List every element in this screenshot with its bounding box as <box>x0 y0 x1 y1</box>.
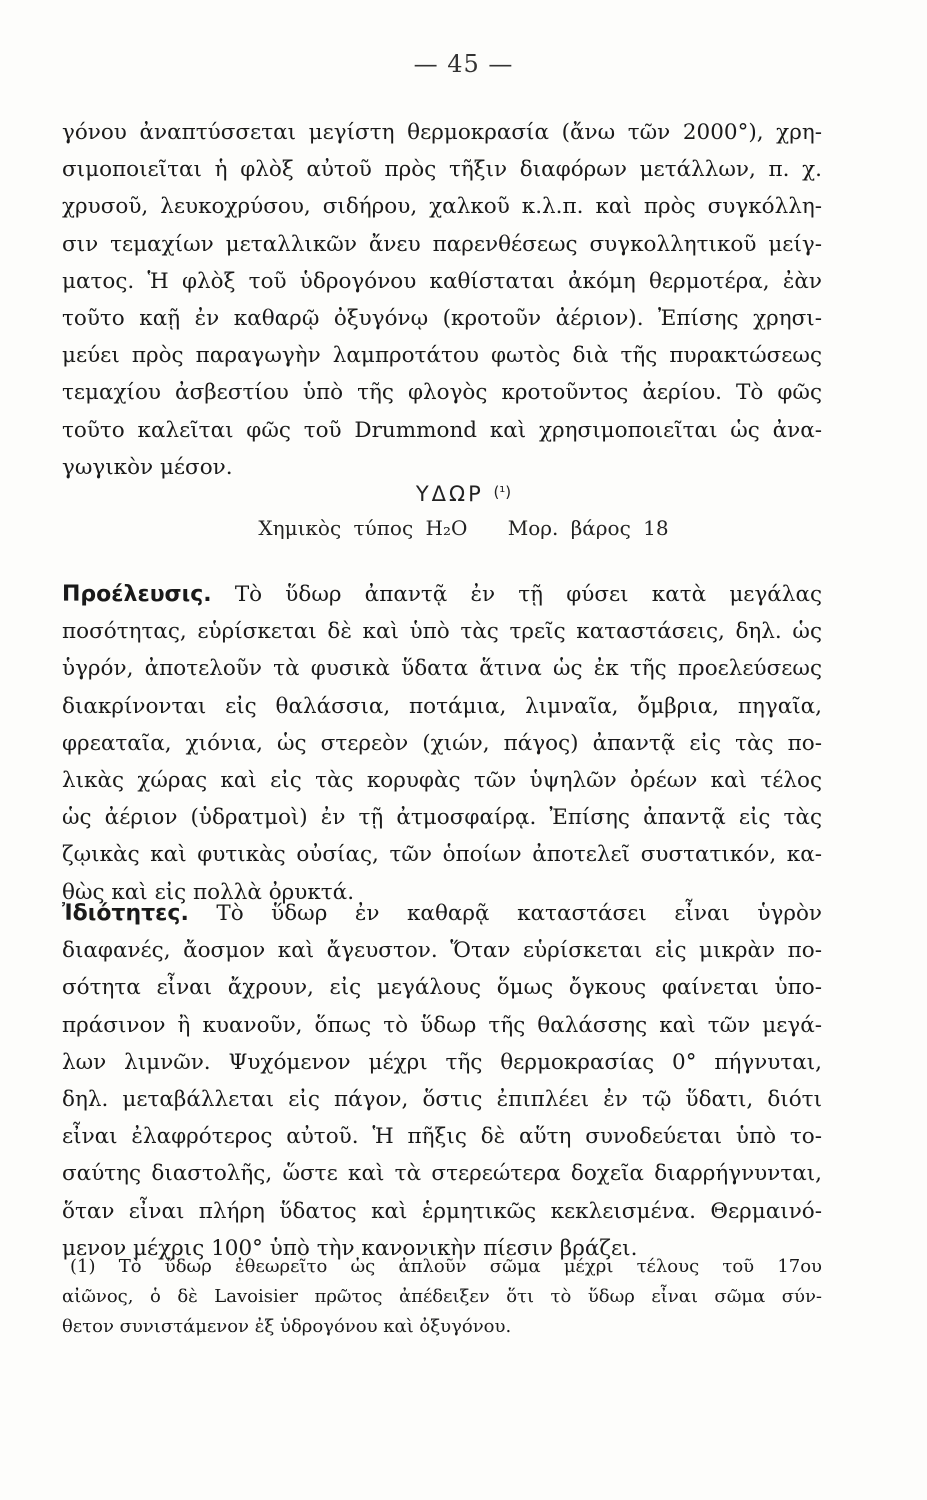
section-title <box>0 482 927 506</box>
text-line: σιμοποιεῖται ἡ φλὸξ αὐτοῦ πρὸς τῆξιν διαφόρων μετάλλων, π. χ. <box>62 157 822 183</box>
text-line: σότητα εἶναι ἄχρουν, εἰς μεγάλους ὅμως ὄγκους φαίνεται ὑπο- <box>62 975 822 1001</box>
paragraph-properties <box>62 895 822 1267</box>
text-line: μεύει πρὸς παραγωγὴν λαμπροτάτου φωτὸς διὰ τῆς πυρακτώσεως <box>62 343 822 369</box>
formula-label: Χημικὸς τύπος <box>258 516 414 540</box>
text-line: ὑγρόν, ἀποτελοῦν τὰ φυσικὰ ὕδατα ἅτινα ὡς ἐκ τῆς προελεύσεως <box>62 656 822 682</box>
text-line: τοῦτο καῇ ἐν καθαρῷ ὀξυγόνῳ (κροτοῦν ἀέριον). Ἐπίσης χρησι- <box>62 306 822 332</box>
text-line: πράσινον ἢ κυανοῦν, ὅπως τὸ ὕδωρ τῆς θαλάσσης καὶ τῶν μεγά- <box>62 1012 822 1038</box>
formula: H₂O <box>425 516 468 540</box>
text-line: σαύτης διαστολῆς, ὥστε καὶ τὰ στερεώτερα δοχεῖα διαρρήγνυνται, <box>62 1161 822 1187</box>
text-line: λων λιμνῶν. Ψυχόμενον μέχρι τῆς θερμοκρασίας 0° πήγνυται, <box>62 1049 822 1075</box>
text-line: σιν τεμαχίων μεταλλικῶν ἄνευ παρενθέσεως συγκολλητικοῦ μείγ- <box>62 231 822 257</box>
text-line <box>62 895 822 932</box>
text-line: μενον μέχρις 100° ὑπὸ τὴν κανονικὴν πίεσιν βράζει. <box>62 1235 638 1261</box>
text-line: διαφανές, ἄοσμον καὶ ἄγευστον. Ὅταν εὑρίσκεται εἰς μικρὰν πο- <box>62 938 822 964</box>
text-line: διακρίνονται εἰς θαλάσσια, ποτάμια, λιμναῖα, ὄμβρια, πηγαῖα, <box>62 693 822 719</box>
text-line: γόνου ἀναπτύσσεται μεγίστη θερμοκρασία (ἄνω τῶν 2000°), χρη- <box>62 120 822 145</box>
text-line: ματος. Ἡ φλὸξ τοῦ ὑδρογόνου καθίσταται ἀκόμη θερμοτέρα, ἐὰν <box>62 268 822 294</box>
text-line: ποσότητας, εὑρίσκεται δὲ καὶ ὑπὸ τὰς τρεῖς καταστάσεις, δηλ. ὡς <box>62 619 822 645</box>
text-fragment: Τὸ ὕδωρ ἐν καθαρᾷ καταστάσει εἶναι ὑγρὸν <box>216 901 822 926</box>
footnote-line: αἰῶνος, ὁ δὲ Lavoisier πρῶτος ἀπέδειξεν ὅτι τὸ ὕδωρ εἶναι σῶμα σύν- <box>62 1286 822 1307</box>
weight-value: 18 <box>643 516 669 540</box>
paragraph-origin <box>62 576 822 911</box>
paragraph-lead: Προέλευσις. <box>62 582 212 607</box>
footnote-mark: (¹) <box>493 483 512 501</box>
text-line: τοῦτο καλεῖται φῶς τοῦ Drummond καὶ χρησιμοποιεῖται ὡς ἀνα- <box>62 417 822 443</box>
text-line: ὅταν εἶναι πλήρη ὕδατος καὶ ἑρμητικῶς κεκλεισμένα. Θερμαινό- <box>62 1198 822 1224</box>
footnote-line: θετον συνιστάμενον ἐξ ὑδρογόνου καὶ ὀξυγόνου. <box>62 1316 512 1337</box>
section-title-text: ΥΔΩΡ <box>415 482 484 506</box>
paragraph-hydrogen-flame <box>62 114 822 486</box>
paragraph-lead: Ἰδιότητες. <box>62 901 189 926</box>
text-line: θὼς καὶ εἰς πολλὰ ὀρυκτά. <box>62 879 355 905</box>
footnote <box>62 1252 822 1342</box>
text-line: ζῳικὰς καὶ φυτικὰς οὐσίας, τῶν ὁποίων ἀποτελεῖ συστατικόν, κα- <box>62 842 822 868</box>
text-line: χρυσοῦ, λευκοχρύσου, σιδήρου, χαλκοῦ κ.λ.π. καὶ πρὸς συγκόλλη- <box>62 194 822 220</box>
text-line: φρεαταῖα, χιόνια, ὡς στερεὸν (χιών, πάγος) ἀπαντᾷ εἰς τὰς πο- <box>62 730 822 756</box>
footnote-line: (1) Τὸ ὕδωρ ἐθεωρεῖτο ὡς ἁπλοῦν σῶμα μέχρι τέλους τοῦ 17ου <box>70 1256 822 1277</box>
text-line: ὡς ἀέριον (ὑδρατμοὶ) ἐν τῇ ἀτμοσφαίρᾳ. Ἐπίσης ἀπαντᾷ εἰς τὰς <box>62 805 822 831</box>
text-line: δηλ. μεταβάλλεται εἰς πάγον, ὅστις ἐπιπλέει ἐν τῷ ὕδατι, διότι <box>62 1087 822 1113</box>
text-line: γωγικὸν μέσον. <box>62 454 233 480</box>
text-line: τεμαχίου ἀσβεστίου ὑπὸ τῆς φλογὸς κροτοῦντος ἀερίου. Τὸ φῶς <box>62 380 822 406</box>
text-fragment: Τὸ ὕδωρ ἀπαντᾷ ἐν τῇ φύσει κατὰ μεγάλας <box>234 582 822 607</box>
formula-line <box>0 516 927 540</box>
weight-label: Μορ. βάρος <box>507 516 631 540</box>
page-number: — 45 — <box>413 50 514 78</box>
text-line: εἶναι ἐλαφρότερος αὐτοῦ. Ἡ πῆξις δὲ αὕτη συνοδεύεται ὑπὸ το- <box>62 1124 822 1150</box>
text-line: λικὰς χώρας καὶ εἰς τὰς κορυφὰς τῶν ὑψηλῶν ὀρέων καὶ τέλος <box>62 768 822 794</box>
text-line <box>62 576 822 613</box>
